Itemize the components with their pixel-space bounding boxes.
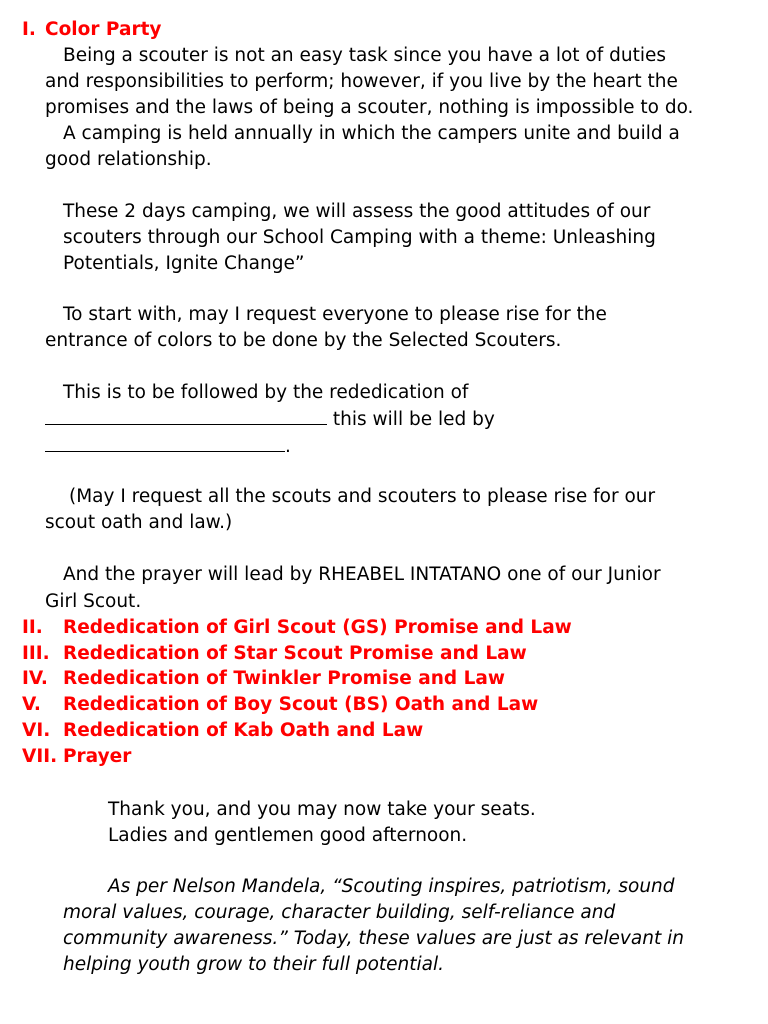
intro-text-line: Being a scouter is not an easy task since you have a lot of duties bbox=[63, 45, 667, 66]
section-title: Rededication of Kab Oath and Law bbox=[63, 720, 424, 741]
section-title: Rededication of Twinkler Promise and Law bbox=[63, 668, 505, 689]
section-number: V. bbox=[22, 694, 41, 715]
section-heading bbox=[22, 744, 131, 770]
closing-line: Thank you, and you may now take your seats. bbox=[108, 799, 536, 820]
intro-text-line: And the prayer will lead by RHEABEL INTATANO one of our Junior bbox=[63, 564, 661, 585]
section-heading bbox=[22, 718, 423, 744]
intro-text-line: Potentials, Ignite Change” bbox=[63, 253, 305, 274]
closing-line: Ladies and gentlemen good afternoon. bbox=[108, 825, 468, 846]
quote-line: community awareness.” Today, these values are just as relevant in bbox=[63, 928, 684, 949]
quote-line: helping youth grow to their full potential. bbox=[63, 954, 445, 975]
section-heading bbox=[22, 615, 572, 641]
section-title: Rededication of Girl Scout (GS) Promise and Law bbox=[63, 617, 572, 638]
intro-text-line: To start with, may I request everyone to please rise for the bbox=[63, 304, 607, 325]
blank-rededication bbox=[45, 406, 327, 425]
intro-text-line: entrance of colors to be done by the Selected Scouters. bbox=[45, 330, 562, 351]
intro-text-line: These 2 days camping, we will assess the good attitudes of our bbox=[63, 201, 651, 222]
intro-text-line: This is to be followed by the rededication of bbox=[63, 382, 469, 403]
section-heading bbox=[22, 692, 538, 718]
section-title: Prayer bbox=[63, 746, 132, 767]
intro-text-line: good relationship. bbox=[45, 149, 212, 170]
section-title: Rededication of Star Scout Promise and Law bbox=[63, 643, 527, 664]
section-heading bbox=[22, 641, 527, 667]
intro-text-line: (May I request all the scouts and scouters to please rise for our bbox=[69, 486, 656, 507]
section-number: III. bbox=[22, 643, 50, 664]
section-number: I. bbox=[22, 19, 36, 40]
section-number: IV. bbox=[22, 668, 48, 689]
fill-in-line bbox=[45, 406, 495, 433]
fill-in-line bbox=[45, 433, 291, 460]
section-number: VII. bbox=[22, 746, 58, 767]
intro-text-inline: . bbox=[285, 436, 291, 457]
section-heading bbox=[22, 17, 161, 43]
section-title: Color Party bbox=[45, 19, 162, 40]
section-heading bbox=[22, 666, 505, 692]
intro-text-line: A camping is held annually in which the campers unite and build a bbox=[63, 123, 680, 144]
section-title: Rededication of Boy Scout (BS) Oath and Law bbox=[63, 694, 539, 715]
section-number: VI. bbox=[22, 720, 51, 741]
intro-text-inline: this will be led by bbox=[332, 409, 495, 430]
quote-line: moral values, courage, character building, self-reliance and bbox=[63, 902, 616, 923]
blank-leader bbox=[45, 433, 285, 452]
intro-text-line: scouters through our School Camping with a theme: Unleashing bbox=[63, 227, 656, 248]
intro-text-line: Girl Scout. bbox=[45, 591, 142, 612]
intro-text-line: scout oath and law.) bbox=[45, 512, 233, 533]
intro-text-line: and responsibilities to perform; however, if you live by the heart the bbox=[45, 71, 678, 92]
quote-line: As per Nelson Mandela, “Scouting inspires, patriotism, sound bbox=[108, 876, 675, 897]
section-number: II. bbox=[22, 617, 43, 638]
intro-text-line: promises and the laws of being a scouter, nothing is impossible to do. bbox=[45, 97, 694, 118]
